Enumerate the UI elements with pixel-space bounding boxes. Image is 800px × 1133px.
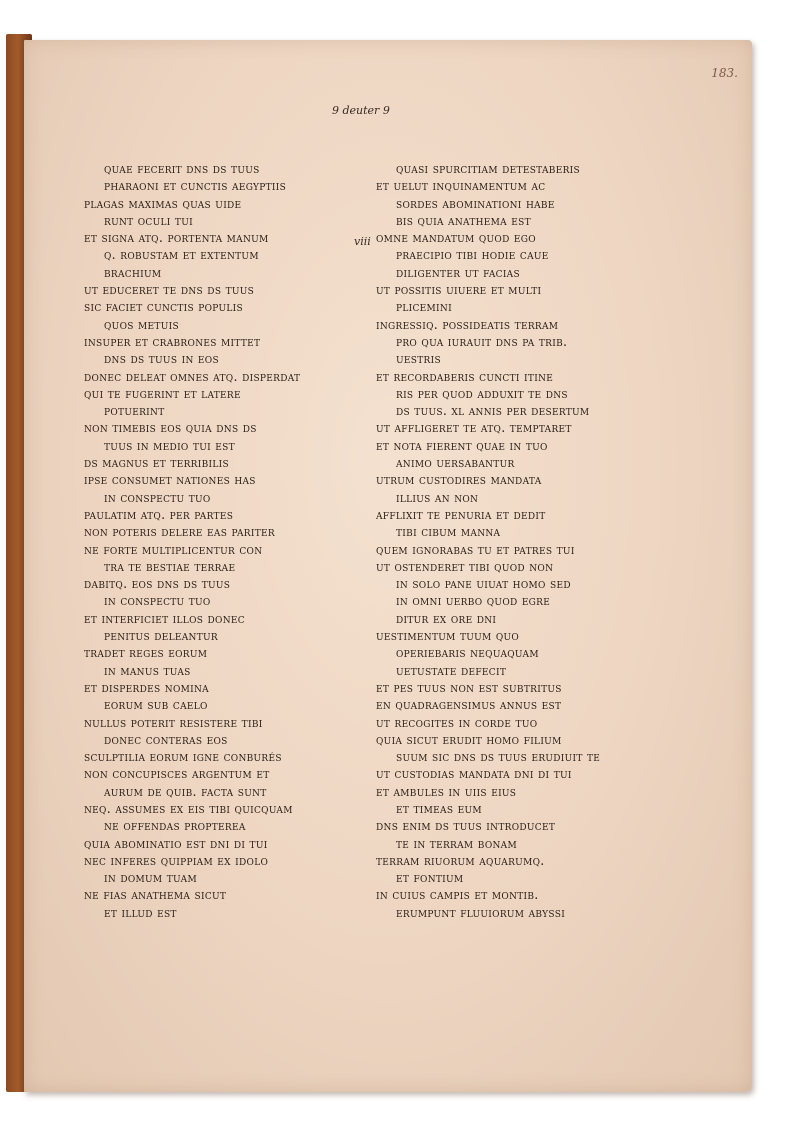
- text-line: ut possitis uiuere et multi: [376, 282, 542, 298]
- text-line: ds tuus. xl annis per desertum: [396, 403, 590, 419]
- text-line: eorum sub caelo: [104, 697, 208, 713]
- text-line: et signa atq. portenta manum: [84, 230, 269, 246]
- text-line: uestimentum tuum quo: [376, 628, 520, 644]
- text-line: et illud est: [104, 904, 177, 920]
- text-line: dns enim ds tuus introducet: [376, 818, 556, 834]
- text-line: et recordaberis cuncti itine: [376, 368, 554, 384]
- running-head: 9 deuter 9: [332, 104, 390, 117]
- text-line: runt oculi tui: [104, 212, 193, 228]
- text-line: plicemini: [396, 299, 452, 315]
- text-line: tradet reges eorum: [84, 645, 208, 661]
- text-line: pharaoni et cunctis aegyptiis: [104, 178, 287, 194]
- text-line: plagas maximas quas uide: [84, 195, 242, 211]
- text-line: in conspectu tuo: [104, 489, 211, 505]
- text-line: ut custodias mandata dni di tui: [376, 766, 572, 782]
- text-line: et pes tuus non est subtritus: [376, 679, 562, 695]
- text-line: in conspectu tuo: [104, 593, 211, 609]
- text-line: nullus poterit resistere tibi: [84, 714, 263, 730]
- text-line: aurum de quib. facta sunt: [104, 783, 267, 799]
- text-line: quae fecerit dns ds tuus: [104, 161, 260, 176]
- text-line: afflixit te penuria et dedit: [376, 506, 546, 522]
- text-line: terram riuorum aquarumq.: [376, 852, 545, 868]
- text-line: donec conteras eos: [104, 731, 228, 747]
- text-line: en quadragensimus annus est: [376, 697, 562, 713]
- text-line: paulatim atq. per partes: [84, 506, 234, 522]
- text-line: tibi cibum manna: [396, 524, 501, 540]
- text-line: ipse consumet nationes has: [84, 472, 256, 488]
- folio-number: 183.: [711, 66, 738, 80]
- text-line: in domum tuam: [104, 870, 197, 886]
- text-line: uestris: [396, 351, 441, 367]
- text-line: ut recogites in corde tuo: [376, 714, 538, 730]
- text-line: sic faciet cunctis populis: [84, 299, 243, 315]
- manuscript-page: [24, 40, 752, 1092]
- text-line: donec deleat omnes atq. disperdat: [84, 368, 301, 384]
- text-line: ut affligeret te atq. temptaret: [376, 420, 572, 436]
- text-line: ds magnus et terribilis: [84, 455, 229, 471]
- right-text-column: [376, 160, 600, 921]
- text-line: non concupisces argentum et: [84, 766, 270, 782]
- text-line: te in terram bonam: [396, 835, 518, 851]
- text-line: sordes abominationi habe: [396, 195, 555, 211]
- text-line: non poteris delere eas pariter: [84, 524, 275, 540]
- text-line: ne offendas propterea: [104, 818, 246, 834]
- text-line: in omni uerbo quod egre: [396, 593, 551, 609]
- text-line: bis quia anathema est: [396, 212, 531, 228]
- text-line: suum sic dns ds tuus erudiuit te: [396, 749, 601, 765]
- text-line: utrum custodires mandata: [376, 472, 542, 488]
- text-line: ut ostenderet tibi quod non: [376, 558, 554, 574]
- text-line: et timeas eum: [396, 800, 482, 816]
- text-line: dns ds tuus in eos: [104, 351, 219, 367]
- text-line: praecipio tibi hodie caue: [396, 247, 549, 263]
- text-line: quia sicut erudit homo filium: [376, 731, 562, 747]
- text-line: erumpunt fluuiorum abyssi: [396, 904, 566, 920]
- text-line: potuerint: [104, 403, 165, 419]
- text-line: et disperdes nomina: [84, 679, 209, 695]
- text-line: et interficiet illos donec: [84, 610, 245, 626]
- text-line: in cuius campis et montib.: [376, 887, 539, 903]
- text-line: et ambules in uiis eius: [376, 783, 517, 799]
- text-line: ne forte multiplicentur con: [84, 541, 263, 557]
- text-line: diligenter ut facias: [396, 264, 520, 280]
- text-line: pro qua iurauit dns pa trib.: [396, 333, 568, 349]
- text-line: penitus deleantur: [104, 628, 218, 644]
- text-line: insuper et crabrones mittet: [84, 333, 261, 349]
- text-line: operiebaris nequaquam: [396, 645, 539, 661]
- text-line: non timebis eos quia dns ds: [84, 420, 257, 436]
- text-line: ris per quod adduxit te dns: [396, 385, 568, 401]
- text-line: ut educeret te dns ds tuus: [84, 282, 255, 298]
- text-line: in solo pane uiuat homo sed: [396, 576, 571, 592]
- section-marker: viii: [354, 235, 371, 248]
- text-line: brachium: [104, 264, 162, 280]
- text-line: ditur ex ore dni: [396, 610, 497, 626]
- text-line: et nota fierent quae in tuo: [376, 437, 548, 453]
- text-line: dabitq. eos dns ds tuus: [84, 576, 231, 592]
- text-line: q. robustam et extentum: [104, 247, 259, 263]
- text-line: quem ignorabas tu et patres tui: [376, 541, 575, 557]
- text-line: uetustate defecit: [396, 662, 507, 678]
- text-line: neq. assumes ex eis tibi quicquam: [84, 800, 293, 816]
- text-line: quasi spurcitiam detestaberis: [396, 161, 580, 176]
- text-line: tra te bestiae terrae: [104, 558, 236, 574]
- text-line: illius an non: [396, 489, 479, 505]
- text-line: nec inferes quippiam ex idolo: [84, 852, 269, 868]
- text-line: omne mandatum quod ego: [376, 230, 536, 246]
- text-line: et fontium: [396, 870, 464, 886]
- text-line: sculptilia eorum igne conburés: [84, 749, 282, 765]
- text-line: et uelut inquinamentum ac: [376, 178, 546, 194]
- text-line: ne fias anathema sicut: [84, 887, 227, 903]
- text-line: ingressiq. possideatis terram: [376, 316, 559, 332]
- text-line: qui te fugerint et latere: [84, 385, 241, 401]
- text-line: in manus tuas: [104, 662, 191, 678]
- left-text-column: [84, 160, 300, 921]
- text-line: animo uersabantur: [396, 455, 515, 471]
- text-line: quia abominatio est dni di tui: [84, 835, 268, 851]
- text-line: quos metuis: [104, 316, 179, 332]
- text-line: tuus in medio tui est: [104, 437, 235, 453]
